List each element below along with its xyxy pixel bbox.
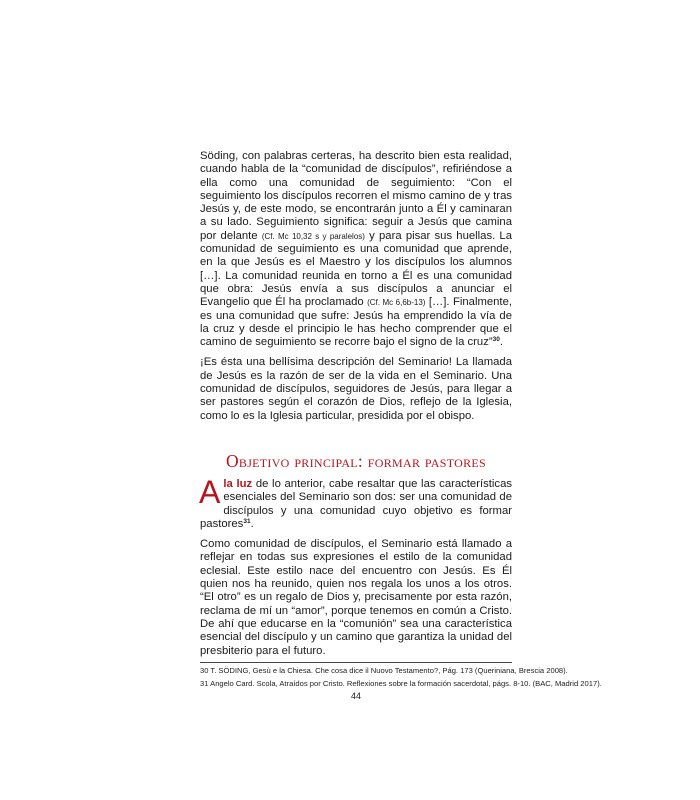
body-paragraph-2: ¡Es ésta una bellísima descripción del Seminario! La llamada de Jesús es la razón de ser de la vida en el Seminario. Una comunidad de discípulos, seguidores de Jesús, para llegar a ser pastores según el corazón de Dios, reflejo de la Iglesia, como lo es la Iglesia particular, presidida por el obispo. xyxy=(200,356,512,422)
body-paragraph-4: Como comunidad de discípulos, el Seminario está llamado a reflejar en todas sus expresiones el estilo de la comunidad eclesial. Este estilo nace del encuentro con Jesús. Es Él quien nos ha reunido, quien nos regala los unos a los otros. “El otro” es un regalo de Dios y, precisamente por esta razón, reclama de mí un “amor”, porque tenemos en común a Cristo. De ahí que educarse en la “comunión” sea una característica esencial del discípulo y un camino que garantiza la unidad del presbiterio para el futuro. xyxy=(200,538,512,657)
footnote-divider xyxy=(200,662,512,663)
footnote-30: 30 T. SÖDING, Gesù e la Chiesa. Che cosa dice il Nuovo Testamento?, Pág. 173 (Queriniana, Brescia 2008). xyxy=(200,665,568,675)
paragraph-text: y para pisar sus huellas. La comunidad de seguimiento es una comunidad que aprende, en la que Jesús es el Maestro y los discípulos los alumnos […]. La comunidad reunida en torno a Él es una comunidad que obra: Jesús envía a sus discípulos a anunciar el Evangelio que Él ha proclamado xyxy=(200,229,513,309)
paragraph-end: . xyxy=(250,517,254,530)
paragraph-text: de lo anterior, cabe resaltar que las características esenciales del Seminario son dos: ser una comunidad de discípulos y una comunidad cuyo objetivo es formar pastores xyxy=(200,477,512,530)
paragraph-end: . xyxy=(499,336,503,349)
paragraph-text: […]. Finalmente, es una comunidad que sufre: Jesús ha emprendido la vía de la cruz y desde el principio le has hecho comprender que el camino de seguimiento se recorre bajo el signo de la cruz” xyxy=(200,296,512,349)
bible-reference: (Cf. Mc 10,32 s y paralelos) xyxy=(261,231,365,241)
body-paragraph-3 xyxy=(199,473,512,531)
footnote-marker[interactable]: 30 xyxy=(492,336,500,344)
paragraph-text: Söding, con palabras certeras, ha descrito bien esta realidad, cuando habla de la “comunidad de discípulos”, refiriéndose a ella como una comunidad de seguimiento: “Con el seguimiento los discípulos recorren el mismo camino de y tras Jesús y, de este modo, se encontrarán junto a Él y caminaran a su lado. Seguimiento significa: seguir a Jesús que camina por delante xyxy=(200,150,512,242)
page-number: 44 xyxy=(350,690,361,701)
page-body xyxy=(199,150,602,702)
bible-reference: (Cf. Mc 6,6b-13) xyxy=(367,298,426,308)
body-paragraph-1 xyxy=(200,150,512,349)
footnote-31: 31 Angelo Card. Scola, Atraídos por Cristo. Reflexiones sobre la formación sacerdotal, págs. 8-10. (BAC, Madrid 2017). xyxy=(200,678,602,688)
section-heading: Objetivo principal: formar pastores xyxy=(225,450,487,471)
drop-cap: A xyxy=(199,473,221,510)
footnote-marker[interactable]: 31 xyxy=(243,517,251,525)
lead-in: la luz xyxy=(223,477,253,490)
